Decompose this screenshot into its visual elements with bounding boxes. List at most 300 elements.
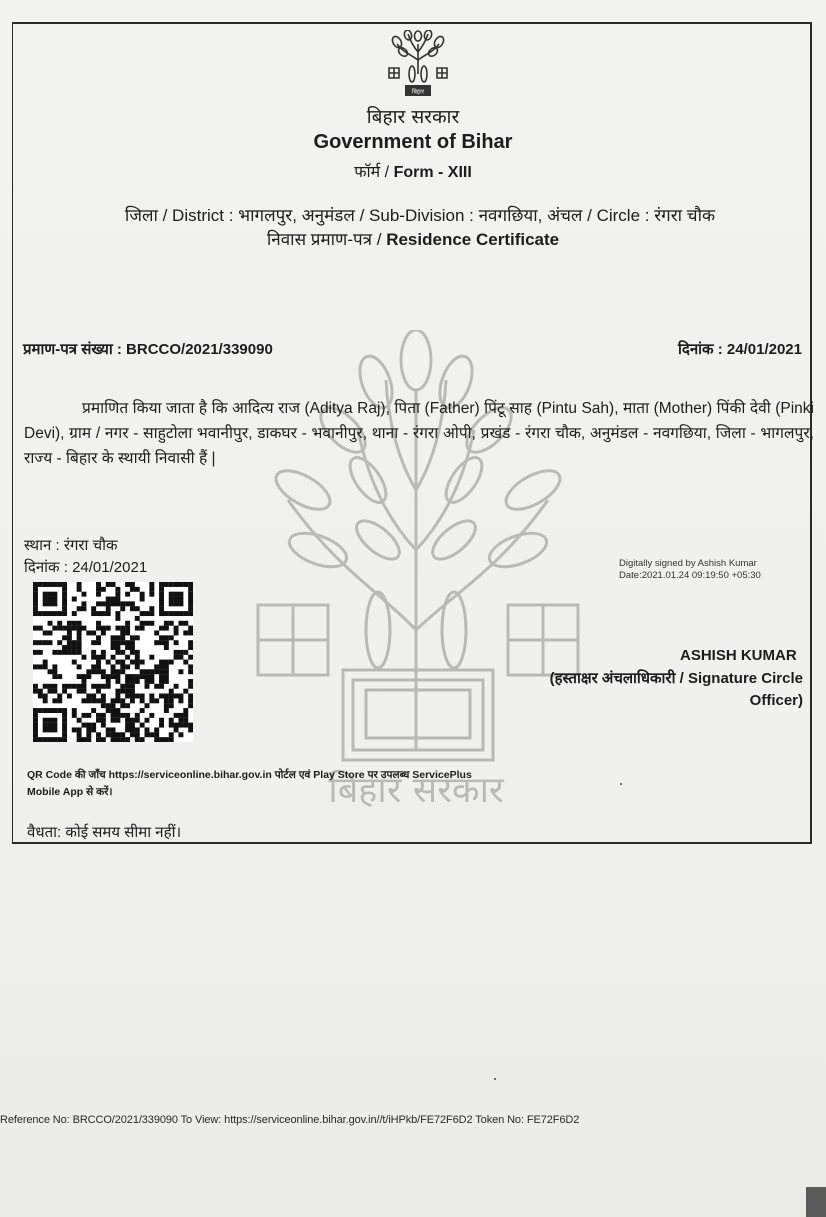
qr-module xyxy=(178,655,183,660)
qr-module xyxy=(174,592,179,597)
qr-module xyxy=(159,640,164,645)
qr-module xyxy=(48,684,53,689)
qr-module xyxy=(159,611,164,616)
qr-module xyxy=(130,640,135,645)
qr-module xyxy=(52,723,57,728)
qr-module xyxy=(38,694,43,699)
qr-module xyxy=(43,640,48,645)
qr-module xyxy=(101,611,106,616)
qr-module xyxy=(183,713,188,718)
qr-module xyxy=(183,611,188,616)
qr-module xyxy=(159,660,164,665)
qr-module xyxy=(169,621,174,626)
qr-module xyxy=(81,679,86,684)
qr-module xyxy=(91,630,96,635)
qr-module xyxy=(164,611,169,616)
qr-module xyxy=(159,635,164,640)
qr-module xyxy=(140,621,145,626)
qr-module xyxy=(130,698,135,703)
digital-signature-line2: Date:2021.01.24 09:19:50 +05:30 xyxy=(619,570,761,581)
qr-module xyxy=(140,597,145,602)
qr-module xyxy=(77,737,82,742)
qr-module xyxy=(188,684,193,689)
qr-module xyxy=(174,694,179,699)
signatory-name: ASHISH KUMAR xyxy=(680,647,797,664)
qr-module xyxy=(154,664,159,669)
speck xyxy=(620,783,622,785)
qr-module xyxy=(188,597,193,602)
qr-module xyxy=(178,718,183,723)
qr-module xyxy=(125,694,130,699)
qr-module xyxy=(188,601,193,606)
qr-module xyxy=(159,694,164,699)
qr-module xyxy=(174,597,179,602)
qr-module xyxy=(72,650,77,655)
qr-module xyxy=(62,635,67,640)
qr-module xyxy=(67,630,72,635)
qr-module xyxy=(81,698,86,703)
qr-module xyxy=(106,597,111,602)
qr-module xyxy=(33,640,38,645)
qr-module xyxy=(111,727,116,732)
qr-module xyxy=(125,674,130,679)
qr-module xyxy=(115,713,120,718)
qr-module xyxy=(57,621,62,626)
qr-module xyxy=(135,664,140,669)
qr-module xyxy=(188,698,193,703)
qr-module xyxy=(135,674,140,679)
qr-module xyxy=(169,592,174,597)
qr-module xyxy=(135,727,140,732)
issue-date: दिनांक : 24/01/2021 xyxy=(678,341,802,358)
qr-module xyxy=(43,582,48,587)
qr-module xyxy=(96,713,101,718)
qr-module xyxy=(115,587,120,592)
qr-module xyxy=(183,650,188,655)
qr-module xyxy=(72,684,77,689)
qr-module xyxy=(77,582,82,587)
qr-module xyxy=(72,713,77,718)
qr-code xyxy=(33,582,193,742)
qr-module xyxy=(81,674,86,679)
qr-module xyxy=(106,606,111,611)
qr-module xyxy=(178,597,183,602)
qr-module xyxy=(96,718,101,723)
qr-module xyxy=(135,718,140,723)
place-of-issue: स्थान : रंगरा चौक xyxy=(24,537,118,554)
qr-module xyxy=(101,698,106,703)
qr-module xyxy=(91,655,96,660)
qr-module xyxy=(111,674,116,679)
qr-module xyxy=(115,645,120,650)
qr-module xyxy=(96,732,101,737)
qr-module xyxy=(86,713,91,718)
qr-module xyxy=(48,601,53,606)
qr-module xyxy=(164,664,169,669)
qr-module xyxy=(125,626,130,631)
qr-module xyxy=(67,650,72,655)
qr-module xyxy=(96,587,101,592)
qr-module xyxy=(101,655,106,660)
qr-module xyxy=(130,727,135,732)
qr-module xyxy=(52,727,57,732)
qr-module xyxy=(120,689,125,694)
qr-module xyxy=(67,645,72,650)
qr-module xyxy=(67,626,72,631)
qr-module xyxy=(149,582,154,587)
qr-module xyxy=(154,732,159,737)
qr-module xyxy=(33,689,38,694)
govt-name-english: Government of Bihar xyxy=(313,131,513,153)
qr-module xyxy=(57,611,62,616)
qr-module xyxy=(120,660,125,665)
qr-module xyxy=(115,660,120,665)
qr-module xyxy=(130,684,135,689)
signatory-role-line1: (हस्ताक्षर अंचलाधिकारी / Signature Circle xyxy=(549,670,803,687)
qr-module xyxy=(106,582,111,587)
qr-module xyxy=(188,664,193,669)
qr-module xyxy=(101,587,106,592)
qr-module xyxy=(62,732,67,737)
qr-module xyxy=(67,635,72,640)
qr-module xyxy=(91,606,96,611)
qr-module xyxy=(33,727,38,732)
qr-module xyxy=(81,723,86,728)
qr-module xyxy=(135,655,140,660)
qr-module xyxy=(43,601,48,606)
qr-module xyxy=(43,664,48,669)
qr-module xyxy=(57,737,62,742)
qr-module xyxy=(77,621,82,626)
qr-module xyxy=(33,626,38,631)
qr-module xyxy=(77,587,82,592)
qr-module xyxy=(188,640,193,645)
qr-module xyxy=(174,640,179,645)
qr-module xyxy=(125,582,130,587)
qr-module xyxy=(145,679,150,684)
qr-module xyxy=(125,601,130,606)
qr-module xyxy=(86,674,91,679)
qr-module xyxy=(115,669,120,674)
qr-module xyxy=(43,660,48,665)
qr-module xyxy=(96,664,101,669)
qr-module xyxy=(57,694,62,699)
qr-module xyxy=(130,732,135,737)
qr-module xyxy=(130,650,135,655)
qr-module xyxy=(120,601,125,606)
digital-signature-stamp xyxy=(619,558,761,582)
certificate-title-hindi: निवास प्रमाण-पत्र / xyxy=(266,230,387,249)
qr-module xyxy=(145,718,150,723)
qr-module xyxy=(33,597,38,602)
qr-module xyxy=(96,611,101,616)
qr-module xyxy=(38,582,43,587)
qr-module xyxy=(169,703,174,708)
qr-module xyxy=(130,582,135,587)
qr-module xyxy=(38,626,43,631)
qr-module xyxy=(33,664,38,669)
qr-module xyxy=(111,640,116,645)
qr-module xyxy=(130,660,135,665)
qr-module xyxy=(125,630,130,635)
qr-module xyxy=(33,732,38,737)
qr-verification-note xyxy=(27,767,547,801)
qr-module xyxy=(101,674,106,679)
qr-module xyxy=(115,679,120,684)
qr-module xyxy=(115,611,120,616)
qr-module xyxy=(77,689,82,694)
qr-module xyxy=(130,587,135,592)
qr-module xyxy=(91,664,96,669)
qr-module xyxy=(154,727,159,732)
qr-module xyxy=(48,669,53,674)
qr-module xyxy=(159,664,164,669)
qr-module xyxy=(164,737,169,742)
qr-module xyxy=(145,621,150,626)
qr-module xyxy=(81,689,86,694)
qr-module xyxy=(43,708,48,713)
qr-module xyxy=(183,723,188,728)
qr-module xyxy=(140,708,145,713)
qr-module xyxy=(86,737,91,742)
qr-module xyxy=(111,713,116,718)
qr-module xyxy=(125,703,130,708)
qr-module xyxy=(145,732,150,737)
qr-module xyxy=(149,698,154,703)
qr-module xyxy=(33,606,38,611)
qr-module xyxy=(91,669,96,674)
qr-module xyxy=(159,669,164,674)
qr-module xyxy=(169,737,174,742)
qr-module xyxy=(149,679,154,684)
qr-module xyxy=(140,698,145,703)
qr-module xyxy=(43,727,48,732)
qr-module xyxy=(125,723,130,728)
qr-module xyxy=(120,626,125,631)
qr-module xyxy=(111,601,116,606)
qr-module xyxy=(77,606,82,611)
qr-module xyxy=(38,640,43,645)
qr-module xyxy=(164,708,169,713)
qr-module xyxy=(48,640,53,645)
qr-module xyxy=(174,582,179,587)
qr-module xyxy=(43,694,48,699)
qr-module xyxy=(72,727,77,732)
qr-module xyxy=(33,587,38,592)
qr-module xyxy=(120,635,125,640)
qr-module xyxy=(43,718,48,723)
qr-module xyxy=(154,669,159,674)
qr-module xyxy=(154,684,159,689)
qr-module xyxy=(164,621,169,626)
qr-module xyxy=(96,640,101,645)
qr-module xyxy=(111,708,116,713)
qr-module xyxy=(43,684,48,689)
qr-module xyxy=(164,626,169,631)
qr-module xyxy=(115,689,120,694)
qr-module xyxy=(135,694,140,699)
qr-module xyxy=(188,630,193,635)
qr-module xyxy=(159,606,164,611)
qr-module xyxy=(115,635,120,640)
qr-module xyxy=(125,621,130,626)
qr-module xyxy=(115,698,120,703)
qr-module xyxy=(62,592,67,597)
qr-module xyxy=(140,674,145,679)
qr-module xyxy=(101,718,106,723)
qr-module xyxy=(62,718,67,723)
qr-module xyxy=(52,718,57,723)
qr-module xyxy=(33,650,38,655)
qr-module xyxy=(62,645,67,650)
qr-module xyxy=(120,713,125,718)
qr-module xyxy=(96,737,101,742)
qr-module xyxy=(52,597,57,602)
qr-module xyxy=(125,684,130,689)
qr-module xyxy=(52,669,57,674)
qr-module xyxy=(188,592,193,597)
form-label: Form - XIII xyxy=(393,164,472,181)
qr-module xyxy=(135,616,140,621)
qr-module xyxy=(91,723,96,728)
qr-note-line1: QR Code की जाँच https://serviceonline.bihar.gov.in पोर्टल एवं Play Store पर उपलब्ध ServicePlus xyxy=(27,769,472,781)
qr-module xyxy=(96,669,101,674)
qr-module xyxy=(135,606,140,611)
qr-module xyxy=(140,626,145,631)
qr-module xyxy=(188,606,193,611)
qr-module xyxy=(115,601,120,606)
qr-module xyxy=(178,650,183,655)
qr-module xyxy=(120,606,125,611)
qr-module xyxy=(52,592,57,597)
qr-module xyxy=(101,630,106,635)
qr-module xyxy=(149,674,154,679)
qr-module xyxy=(115,626,120,631)
qr-module xyxy=(96,655,101,660)
qr-module xyxy=(178,723,183,728)
qr-module xyxy=(111,645,116,650)
qr-module xyxy=(169,601,174,606)
qr-module xyxy=(62,650,67,655)
qr-module xyxy=(96,621,101,626)
date-of-issue: दिनांक : 24/01/2021 xyxy=(24,559,148,576)
qr-module xyxy=(86,694,91,699)
govt-name-hindi: बिहार सरकार xyxy=(366,106,460,128)
qr-module xyxy=(145,727,150,732)
qr-module xyxy=(72,626,77,631)
qr-module xyxy=(169,597,174,602)
qr-module xyxy=(106,601,111,606)
qr-module xyxy=(149,621,154,626)
qr-module xyxy=(183,582,188,587)
qr-module xyxy=(130,674,135,679)
qr-module xyxy=(145,669,150,674)
qr-module xyxy=(38,650,43,655)
qr-module xyxy=(67,684,72,689)
qr-module xyxy=(174,684,179,689)
qr-module xyxy=(111,703,116,708)
qr-module xyxy=(91,650,96,655)
qr-module xyxy=(52,708,57,713)
qr-module xyxy=(96,660,101,665)
qr-module xyxy=(130,689,135,694)
qr-module xyxy=(174,713,179,718)
qr-module xyxy=(77,650,82,655)
qr-module xyxy=(48,611,53,616)
qr-module xyxy=(115,597,120,602)
qr-module xyxy=(67,694,72,699)
qr-module xyxy=(135,713,140,718)
qr-module xyxy=(91,708,96,713)
qr-module xyxy=(77,718,82,723)
qr-module xyxy=(86,669,91,674)
qr-module xyxy=(72,708,77,713)
qr-module xyxy=(81,592,86,597)
qr-module xyxy=(130,606,135,611)
qr-module xyxy=(188,694,193,699)
qr-module xyxy=(154,698,159,703)
qr-module xyxy=(96,626,101,631)
qr-module xyxy=(183,630,188,635)
qr-module xyxy=(130,723,135,728)
qr-module xyxy=(33,684,38,689)
qr-module xyxy=(62,737,67,742)
qr-module xyxy=(188,582,193,587)
qr-module xyxy=(111,698,116,703)
qr-module xyxy=(135,635,140,640)
qr-module xyxy=(86,698,91,703)
certificate-number: प्रमाण-पत्र संख्या : BRCCO/2021/339090 xyxy=(23,341,273,358)
qr-module xyxy=(149,713,154,718)
qr-module xyxy=(169,635,174,640)
qr-module xyxy=(164,698,169,703)
qr-module xyxy=(106,727,111,732)
qr-module xyxy=(169,718,174,723)
qr-module xyxy=(86,723,91,728)
qr-module xyxy=(130,694,135,699)
qr-module xyxy=(86,630,91,635)
qr-module xyxy=(135,737,140,742)
qr-module xyxy=(101,737,106,742)
qr-module xyxy=(33,611,38,616)
qr-module xyxy=(125,737,130,742)
qr-module xyxy=(178,621,183,626)
qr-module xyxy=(81,737,86,742)
qr-module xyxy=(115,640,120,645)
qr-module xyxy=(183,708,188,713)
qr-module xyxy=(149,606,154,611)
qr-module xyxy=(120,640,125,645)
qr-module xyxy=(91,684,96,689)
certificate-body: प्रमाणित किया जाता है कि आदित्य राज (Aditya Raj), पिता (Father) पिंटू साह (Pintu Sah), माता (Mother) पिंकी देवी (Pinki Devi), ग्राम / नगर - साहुटोला भवानीपुर, डाकघर - भवानीपुर, थाना - रंगरा ओपी, प्रखंड - रंगरा चौक, अनुमंडल - नवगछिया, जिला - भागलपुर, राज्य - बिहार के स्थायी निवासी हैं | xyxy=(24,400,814,467)
qr-module xyxy=(145,611,150,616)
qr-module xyxy=(174,650,179,655)
qr-module xyxy=(91,640,96,645)
qr-module xyxy=(81,655,86,660)
qr-module xyxy=(57,640,62,645)
qr-module xyxy=(135,626,140,631)
bihar-emblem-icon xyxy=(383,30,453,102)
qr-module xyxy=(140,694,145,699)
qr-module xyxy=(120,669,125,674)
qr-module xyxy=(169,698,174,703)
qr-module xyxy=(57,698,62,703)
certificate-title xyxy=(0,227,826,250)
qr-module xyxy=(115,732,120,737)
qr-module xyxy=(101,703,106,708)
qr-module xyxy=(149,694,154,699)
qr-module xyxy=(154,630,159,635)
